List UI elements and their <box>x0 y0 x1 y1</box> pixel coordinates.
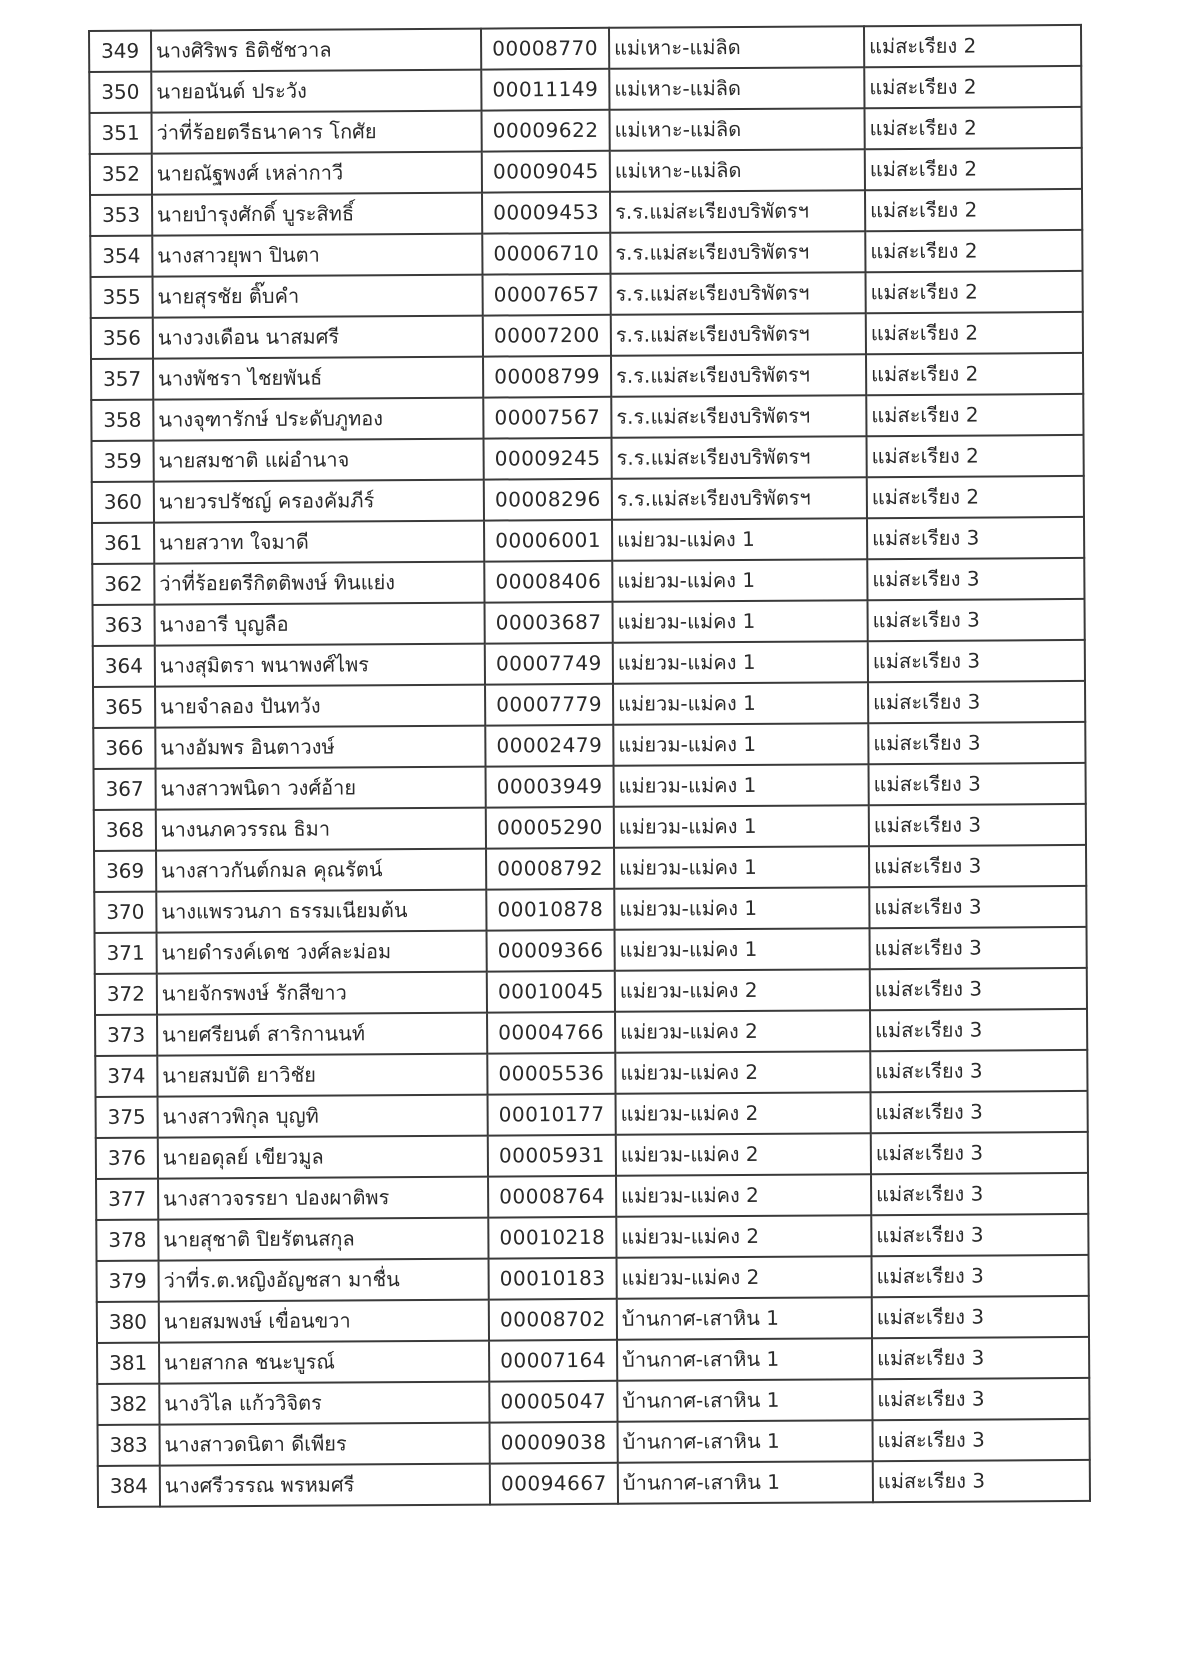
network-name-cell: แม่สะเรียง 3 <box>873 1460 1090 1502</box>
school-cluster-cell: แม่ยวม-แม่คง 2 <box>617 1256 872 1299</box>
person-name-cell: นายสมบัติ ยาวิชัย <box>157 1054 487 1097</box>
network-name-cell: แม่สะเรียง 3 <box>870 927 1087 969</box>
personnel-id-cell: 00008799 <box>483 356 611 398</box>
school-cluster-cell: ร.ร.แม่สะเรียงบริพัตรฯ <box>611 313 866 356</box>
table-row <box>94 886 1086 933</box>
row-number-cell: 357 <box>91 359 153 400</box>
table-row <box>90 189 1082 236</box>
personnel-id-cell: 00011149 <box>481 69 609 111</box>
school-cluster-cell: แม่เหาะ-แม่ลิด <box>610 149 865 192</box>
personnel-id-cell: 00009366 <box>487 930 615 972</box>
person-name-cell: ว่าที่ร้อยตรีธนาคาร โกศัย <box>152 111 482 154</box>
person-name-cell: นางสาวดนิตา ดีเพียร <box>160 1423 490 1466</box>
school-cluster-cell: แม่ยวม-แม่คง 1 <box>615 928 870 971</box>
network-name-cell: แม่สะเรียง 3 <box>868 722 1085 764</box>
personnel-id-cell: 00009045 <box>482 151 610 193</box>
personnel-id-cell: 00009038 <box>490 1422 618 1464</box>
person-name-cell: นางนภควรรณ ธิมา <box>156 808 486 851</box>
personnel-id-cell: 00008770 <box>481 28 609 70</box>
personnel-id-cell: 00007164 <box>489 1340 617 1382</box>
table-row <box>92 435 1084 482</box>
person-name-cell: ว่าที่ร้อยตรีกิตติพงษ์ ทินแย่ง <box>154 562 484 605</box>
network-name-cell: แม่สะเรียง 3 <box>871 1214 1088 1256</box>
person-name-cell: นายศรียนต์ สาริกานนท์ <box>157 1013 487 1056</box>
person-name-cell: นายดำรงค์เดช วงศ์ละม่อม <box>157 931 487 974</box>
table-row <box>95 1050 1087 1097</box>
person-name-cell: นายสมชาติ แผ่อำนาจ <box>154 439 484 482</box>
person-name-cell: นางสุมิตรา พนาพงศ์ไพร <box>155 644 485 687</box>
table-row <box>94 804 1086 851</box>
school-cluster-cell: แม่ยวม-แม่คง 1 <box>613 600 868 643</box>
network-name-cell: แม่สะเรียง 3 <box>869 804 1086 846</box>
row-number-cell: 379 <box>97 1261 159 1302</box>
network-name-cell: แม่สะเรียง 2 <box>866 394 1083 436</box>
table-row <box>93 681 1085 728</box>
network-name-cell: แม่สะเรียง 3 <box>871 1173 1088 1215</box>
table-row <box>92 517 1084 564</box>
school-cluster-cell: แม่ยวม-แม่คง 1 <box>613 723 868 766</box>
personnel-id-cell: 00008296 <box>484 479 612 521</box>
row-number-cell: 362 <box>92 564 154 605</box>
personnel-id-cell: 00004766 <box>487 1012 615 1054</box>
row-number-cell: 360 <box>92 482 154 523</box>
row-number-cell: 349 <box>89 31 151 72</box>
table-row <box>97 1255 1089 1302</box>
personnel-id-cell: 00008406 <box>484 561 612 603</box>
table-row <box>92 476 1084 523</box>
row-number-cell: 368 <box>94 810 156 851</box>
row-number-cell: 377 <box>96 1179 158 1220</box>
person-name-cell: นายสากล ชนะบูรณ์ <box>159 1341 489 1384</box>
person-name-cell: นายอดุลย์ เขียวมูล <box>158 1136 488 1179</box>
row-number-cell: 382 <box>97 1384 159 1425</box>
table-row <box>97 1296 1089 1343</box>
roster-table <box>88 24 1091 1508</box>
school-cluster-cell: แม่ยวม-แม่คง 2 <box>616 1133 871 1176</box>
row-number-cell: 366 <box>93 728 155 769</box>
row-number-cell: 365 <box>93 687 155 728</box>
row-number-cell: 381 <box>97 1343 159 1384</box>
row-number-cell: 363 <box>93 605 155 646</box>
table-row <box>96 1091 1088 1138</box>
table-row <box>98 1419 1090 1466</box>
row-number-cell: 361 <box>92 523 154 564</box>
school-cluster-cell: แม่เหาะ-แม่ลิด <box>609 108 864 151</box>
row-number-cell: 358 <box>91 400 153 441</box>
personnel-id-cell: 00007749 <box>485 643 613 685</box>
person-name-cell: นายสุชาติ ปิยรัตนสกุล <box>158 1218 488 1261</box>
table-row <box>94 763 1086 810</box>
roster-body <box>89 25 1090 1507</box>
school-cluster-cell: แม่ยวม-แม่คง 1 <box>612 559 867 602</box>
person-name-cell: นายจักรพงษ์ รักสีขาว <box>157 972 487 1015</box>
school-cluster-cell: แม่ยวม-แม่คง 2 <box>616 1215 871 1258</box>
row-number-cell: 350 <box>89 72 151 113</box>
table-row <box>90 230 1082 277</box>
network-name-cell: แม่สะเรียง 3 <box>873 1419 1090 1461</box>
personnel-id-cell: 00009622 <box>481 110 609 152</box>
school-cluster-cell: แม่ยวม-แม่คง 2 <box>616 1092 871 1135</box>
school-cluster-cell: บ้านกาศ-เสาหิน 1 <box>618 1461 873 1504</box>
personnel-id-cell: 00008764 <box>488 1176 616 1218</box>
table-row <box>96 1173 1088 1220</box>
network-name-cell: แม่สะเรียง 3 <box>871 1091 1088 1133</box>
person-name-cell: นายวรปรัชญ์ ครองคัมภีร์ <box>154 480 484 523</box>
network-name-cell: แม่สะเรียง 3 <box>868 681 1085 723</box>
row-number-cell: 370 <box>94 892 156 933</box>
person-name-cell: นางสาวยุพา ปินตา <box>152 234 482 277</box>
network-name-cell: แม่สะเรียง 2 <box>865 189 1082 231</box>
school-cluster-cell: แม่ยวม-แม่คง 2 <box>616 1174 871 1217</box>
table-row <box>93 640 1085 687</box>
person-name-cell: นายจำลอง ปันทวัง <box>155 685 485 728</box>
school-cluster-cell: แม่ยวม-แม่คง 1 <box>614 764 869 807</box>
personnel-id-cell: 00007657 <box>483 274 611 316</box>
network-name-cell: แม่สะเรียง 2 <box>865 271 1082 313</box>
table-row <box>91 394 1083 441</box>
network-name-cell: แม่สะเรียง 3 <box>867 517 1084 559</box>
row-number-cell: 353 <box>90 195 152 236</box>
network-name-cell: แม่สะเรียง 2 <box>867 476 1084 518</box>
person-name-cell: นางวงเดือน นาสมศรี <box>153 316 483 359</box>
person-name-cell: นางอารี บุญลือ <box>155 603 485 646</box>
school-cluster-cell: บ้านกาศ-เสาหิน 1 <box>617 1297 872 1340</box>
personnel-id-cell: 00009453 <box>482 192 610 234</box>
person-name-cell: นายสมพงษ์ เขื่อนขวา <box>159 1300 489 1343</box>
school-cluster-cell: ร.ร.แม่สะเรียงบริพัตรฯ <box>610 190 865 233</box>
row-number-cell: 383 <box>98 1425 160 1466</box>
network-name-cell: แม่สะเรียง 2 <box>864 107 1081 149</box>
school-cluster-cell: แม่ยวม-แม่คง 1 <box>614 846 869 889</box>
network-name-cell: แม่สะเรียง 3 <box>868 763 1085 805</box>
person-name-cell: นางสาวจรรยา ปองผาติพร <box>158 1177 488 1220</box>
school-cluster-cell: ร.ร.แม่สะเรียงบริพัตรฯ <box>610 272 865 315</box>
personnel-id-cell: 00005290 <box>486 807 614 849</box>
personnel-id-cell: 00010177 <box>488 1094 616 1136</box>
person-name-cell: นางอัมพร อินตาวงษ์ <box>155 726 485 769</box>
table-row <box>95 968 1087 1015</box>
school-cluster-cell: ร.ร.แม่สะเรียงบริพัตรฯ <box>612 436 867 479</box>
table-row <box>89 66 1081 113</box>
personnel-id-cell: 00003949 <box>486 766 614 808</box>
school-cluster-cell: แม่ยวม-แม่คง 1 <box>614 887 869 930</box>
personnel-id-cell: 00010045 <box>487 971 615 1013</box>
network-name-cell: แม่สะเรียง 3 <box>867 599 1084 641</box>
row-number-cell: 364 <box>93 646 155 687</box>
table-row <box>89 25 1081 72</box>
row-number-cell: 376 <box>96 1138 158 1179</box>
table-row <box>97 1337 1089 1384</box>
person-name-cell: นางแพรวนภา ธรรมเนียมต้น <box>156 890 486 933</box>
table-row <box>91 353 1083 400</box>
table-row <box>91 271 1083 318</box>
row-number-cell: 371 <box>95 933 157 974</box>
person-name-cell: นางสาวกันต์กมล คุณรัตน์ <box>156 849 486 892</box>
school-cluster-cell: แม่ยวม-แม่คง 1 <box>614 805 869 848</box>
person-name-cell: นายณัฐพงศ์ เหล่ากาวี <box>152 152 482 195</box>
table-row <box>90 148 1082 195</box>
row-number-cell: 359 <box>92 441 154 482</box>
table-row <box>92 558 1084 605</box>
row-number-cell: 372 <box>95 974 157 1015</box>
personnel-id-cell: 00010878 <box>486 889 614 931</box>
row-number-cell: 374 <box>95 1056 157 1097</box>
row-number-cell: 352 <box>90 154 152 195</box>
personnel-id-cell: 00008792 <box>486 848 614 890</box>
personnel-id-cell: 00007567 <box>483 397 611 439</box>
person-name-cell: นางศรีวรรณ พรหมศรี <box>160 1464 490 1507</box>
school-cluster-cell: ร.ร.แม่สะเรียงบริพัตรฯ <box>612 477 867 520</box>
table-row <box>91 312 1083 359</box>
school-cluster-cell: ร.ร.แม่สะเรียงบริพัตรฯ <box>610 231 865 274</box>
school-cluster-cell: ร.ร.แม่สะเรียงบริพัตรฯ <box>611 354 866 397</box>
network-name-cell: แม่สะเรียง 3 <box>872 1337 1089 1379</box>
network-name-cell: แม่สะเรียง 2 <box>866 312 1083 354</box>
person-name-cell: นางจุฑารักษ์ ประดับภูทอง <box>153 398 483 441</box>
school-cluster-cell: แม่ยวม-แม่คง 2 <box>615 1051 870 1094</box>
table-row <box>95 1009 1087 1056</box>
network-name-cell: แม่สะเรียง 2 <box>866 353 1083 395</box>
network-name-cell: แม่สะเรียง 3 <box>870 968 1087 1010</box>
table-row <box>93 599 1085 646</box>
person-name-cell: นายสุรชัย ติ๊บคำ <box>153 275 483 318</box>
row-number-cell: 355 <box>91 277 153 318</box>
school-cluster-cell: บ้านกาศ-เสาหิน 1 <box>617 1338 872 1381</box>
network-name-cell: แม่สะเรียง 3 <box>867 558 1084 600</box>
personnel-id-cell: 00005931 <box>488 1135 616 1177</box>
school-cluster-cell: แม่ยวม-แม่คง 2 <box>615 969 870 1012</box>
row-number-cell: 356 <box>91 318 153 359</box>
network-name-cell: แม่สะเรียง 3 <box>871 1132 1088 1174</box>
table-row <box>93 722 1085 769</box>
network-name-cell: แม่สะเรียง 3 <box>872 1255 1089 1297</box>
personnel-id-cell: 00002479 <box>485 725 613 767</box>
person-name-cell: นางพัชรา ไชยพันธ์ <box>153 357 483 400</box>
table-row <box>96 1132 1088 1179</box>
personnel-id-cell: 00005047 <box>489 1381 617 1423</box>
personnel-id-cell: 00007200 <box>483 315 611 357</box>
school-cluster-cell: แม่ยวม-แม่คง 2 <box>615 1010 870 1053</box>
network-name-cell: แม่สะเรียง 3 <box>872 1378 1089 1420</box>
school-cluster-cell: บ้านกาศ-เสาหิน 1 <box>618 1420 873 1463</box>
personnel-id-cell: 00010218 <box>488 1217 616 1259</box>
person-name-cell: นายบำรุงศักดิ์ บูระสิทธิ์ <box>152 193 482 236</box>
network-name-cell: แม่สะเรียง 3 <box>872 1296 1089 1338</box>
table-row <box>95 927 1087 974</box>
school-cluster-cell: แม่ยวม-แม่คง 1 <box>613 641 868 684</box>
school-cluster-cell: แม่ยวม-แม่คง 1 <box>612 518 867 561</box>
network-name-cell: แม่สะเรียง 3 <box>869 886 1086 928</box>
personnel-id-cell: 00006710 <box>482 233 610 275</box>
personnel-id-cell: 00008702 <box>489 1299 617 1341</box>
row-number-cell: 384 <box>98 1466 160 1507</box>
network-name-cell: แม่สะเรียง 2 <box>865 230 1082 272</box>
school-cluster-cell: แม่เหาะ-แม่ลิด <box>609 26 864 69</box>
network-name-cell: แม่สะเรียง 2 <box>864 66 1081 108</box>
table-row <box>94 845 1086 892</box>
table-row <box>96 1214 1088 1261</box>
school-cluster-cell: บ้านกาศ-เสาหิน 1 <box>617 1379 872 1422</box>
personnel-id-cell: 00007779 <box>485 684 613 726</box>
network-name-cell: แม่สะเรียง 2 <box>866 435 1083 477</box>
table-row <box>90 107 1082 154</box>
network-name-cell: แม่สะเรียง 2 <box>865 148 1082 190</box>
person-name-cell: นางวิไล แก้ววิจิตร <box>159 1382 489 1425</box>
row-number-cell: 373 <box>95 1015 157 1056</box>
personnel-id-cell: 00094667 <box>490 1463 618 1505</box>
row-number-cell: 380 <box>97 1302 159 1343</box>
school-cluster-cell: แม่เหาะ-แม่ลิด <box>609 67 864 110</box>
network-name-cell: แม่สะเรียง 3 <box>869 845 1086 887</box>
personnel-id-cell: 00005536 <box>487 1053 615 1095</box>
row-number-cell: 354 <box>90 236 152 277</box>
row-number-cell: 369 <box>94 851 156 892</box>
school-cluster-cell: แม่ยวม-แม่คง 1 <box>613 682 868 725</box>
network-name-cell: แม่สะเรียง 2 <box>864 25 1081 67</box>
personnel-id-cell: 00006001 <box>484 520 612 562</box>
network-name-cell: แม่สะเรียง 3 <box>868 640 1085 682</box>
row-number-cell: 378 <box>96 1220 158 1261</box>
network-name-cell: แม่สะเรียง 3 <box>870 1050 1087 1092</box>
person-name-cell: นางสาวพิกุล บุญทิ <box>158 1095 488 1138</box>
person-name-cell: นางศิริพร ธิติชัชวาล <box>151 29 481 72</box>
personnel-id-cell: 00003687 <box>485 602 613 644</box>
row-number-cell: 367 <box>94 769 156 810</box>
person-name-cell: นางสาวพนิดา วงศ์อ้าย <box>156 767 486 810</box>
person-name-cell: นายสวาท ใจมาดี <box>154 521 484 564</box>
table-row <box>98 1460 1090 1507</box>
school-cluster-cell: ร.ร.แม่สะเรียงบริพัตรฯ <box>611 395 866 438</box>
person-name-cell: ว่าที่ร.ต.หญิงอัญชสา มาชื่น <box>159 1259 489 1302</box>
row-number-cell: 351 <box>90 113 152 154</box>
table-row <box>97 1378 1089 1425</box>
personnel-id-cell: 00010183 <box>489 1258 617 1300</box>
personnel-id-cell: 00009245 <box>484 438 612 480</box>
network-name-cell: แม่สะเรียง 3 <box>870 1009 1087 1051</box>
person-name-cell: นายอนันต์ ประวัง <box>151 70 481 113</box>
row-number-cell: 375 <box>96 1097 158 1138</box>
